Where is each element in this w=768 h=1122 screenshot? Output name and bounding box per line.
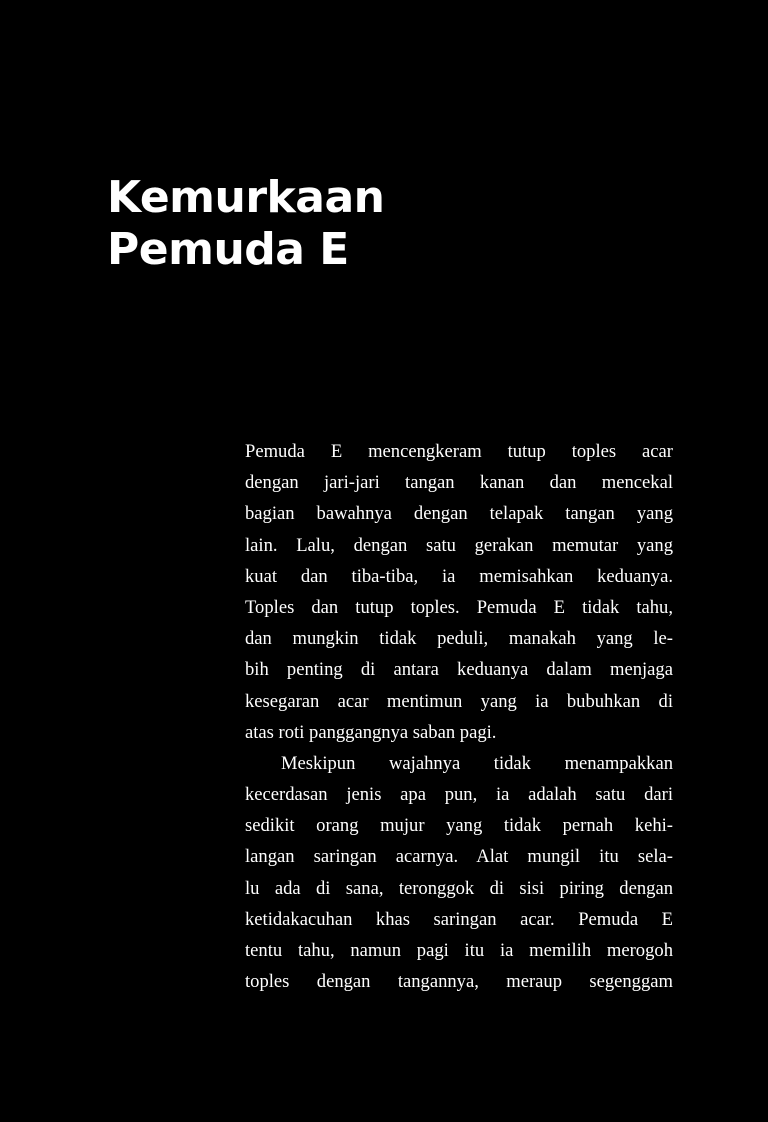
text-line: toples dengan tangannya, meraup segenggam [245,971,673,993]
paragraph-1 [245,436,673,748]
text-line: kecerdasan jenis apa pun, ia adalah satu dari [245,784,673,806]
text-line: sedikit orang mujur yang tidak pernah kehi- [245,815,673,837]
body-text [245,436,673,997]
chapter-title-line-1: Kemurkaan [107,172,385,223]
text-line: langan saringan acarnya. Alat mungil itu sela- [245,846,673,868]
text-line: dengan jari-jari tangan kanan dan mencekal [245,472,673,494]
text-line: bih penting di antara keduanya dalam menjaga [245,659,673,681]
text-line: Pemuda E mencengkeram tutup toples acar [245,441,673,462]
text-line: lain. Lalu, dengan satu gerakan memutar yang [245,534,673,556]
chapter-title-line-2: Pemuda E [107,224,349,275]
text-line: bagian bawahnya dengan telapak tangan yang [245,503,673,525]
paragraph-2 [245,748,673,998]
text-line: kuat dan tiba-tiba, ia memisahkan keduanya. [245,565,673,587]
text-line: lu ada di sana, teronggok di sisi piring dengan [245,877,673,899]
chapter-title [107,172,385,276]
text-line: atas roti panggangnya saban pagi. [245,721,497,743]
text-line: tentu tahu, namun pagi itu ia memilih merogoh [245,940,673,961]
text-line: Meskipun wajahnya tidak menampakkan [281,752,673,774]
text-line: Toples dan tutup toples. Pemuda E tidak tahu, [245,596,673,618]
text-line: dan mungkin tidak peduli, manakah yang le- [245,628,673,650]
text-line: ketidakacuhan khas saringan acar. Pemuda E [245,908,673,930]
text-line: kesegaran acar mentimun yang ia bubuhkan di [245,690,673,712]
